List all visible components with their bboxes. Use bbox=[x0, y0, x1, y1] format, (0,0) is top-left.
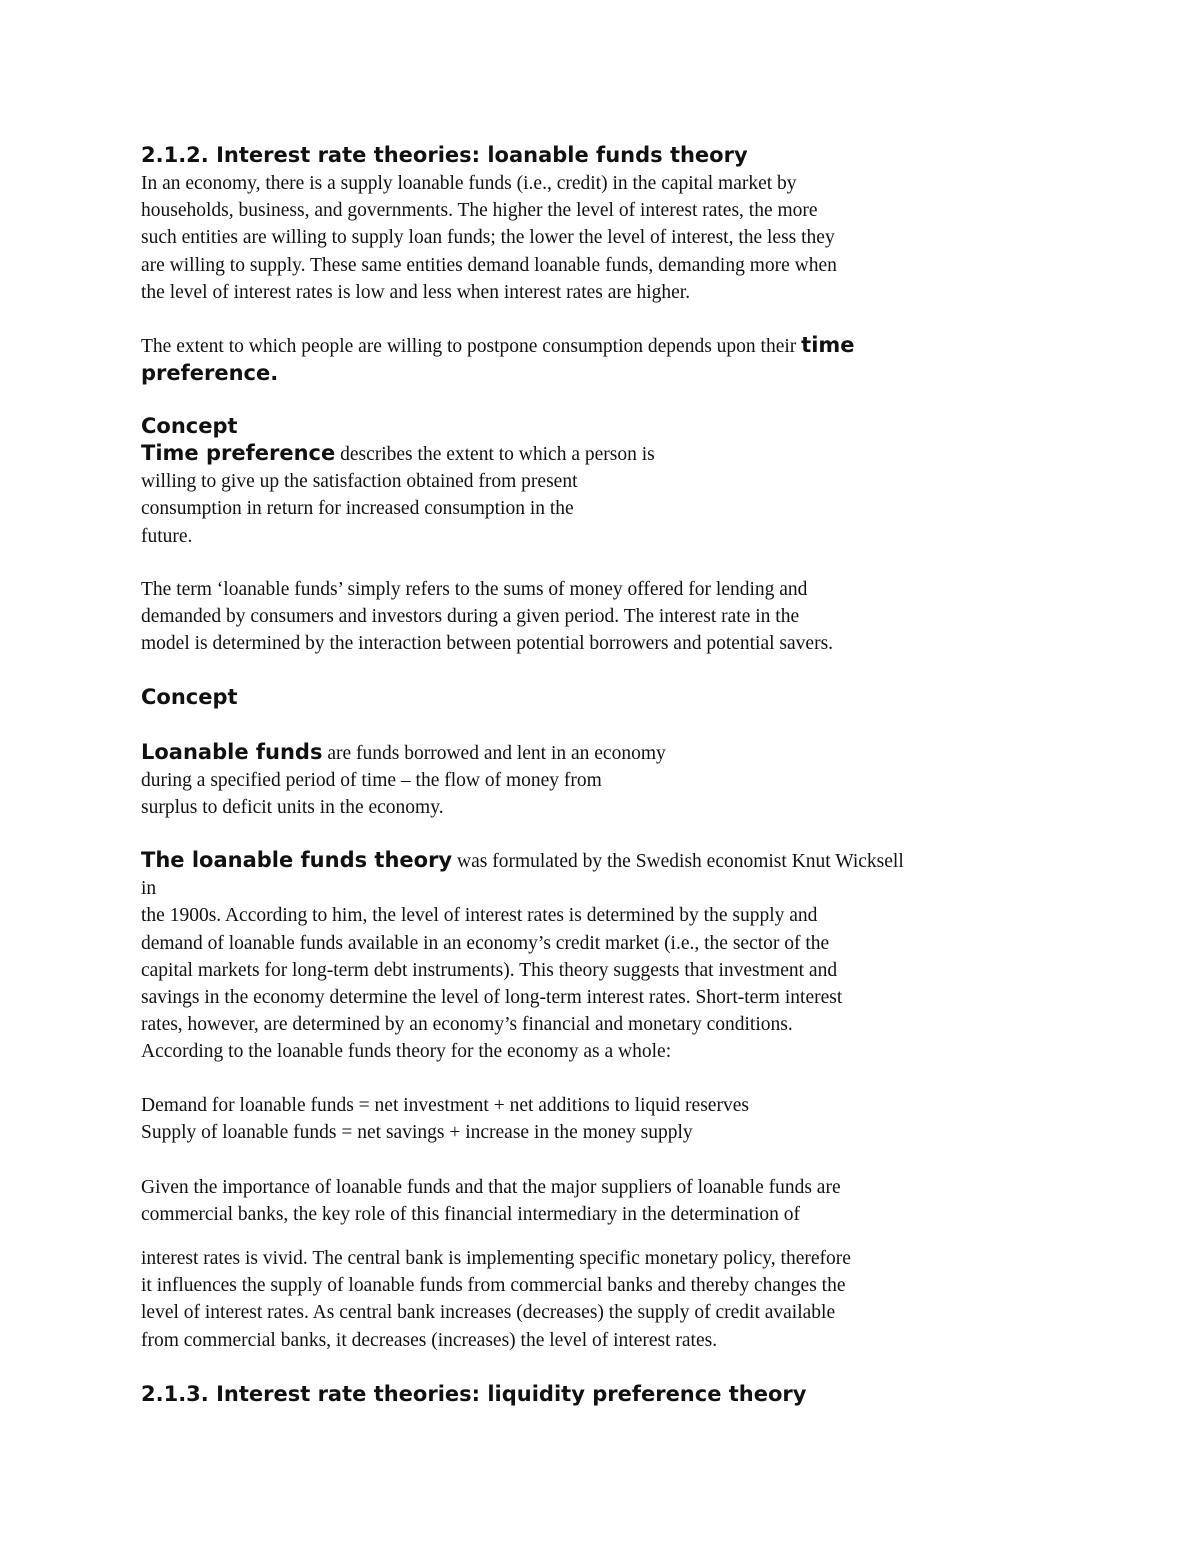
text-line: In an economy, there is a supply loanable funds (i.e., credit) in the capital market by bbox=[141, 173, 797, 194]
loanable-funds-theory-paragraph bbox=[141, 847, 904, 1066]
time-preference-bold-word: time bbox=[801, 333, 855, 357]
time-preference-bold-word: preference. bbox=[141, 361, 279, 386]
concept-time-preference-definition bbox=[141, 440, 655, 550]
importance-paragraph bbox=[141, 1174, 841, 1228]
text-line: future. bbox=[141, 525, 193, 547]
text-line: demand of loanable funds available in an economy’s credit market (i.e., the sector of the bbox=[141, 932, 830, 954]
time-preference-paragraph bbox=[141, 332, 855, 388]
text-line: during a specified period of time – the flow of money from bbox=[141, 770, 602, 792]
text-line: such entities are willing to supply loan funds; the lower the level of interest, the less they bbox=[141, 227, 835, 249]
text-line: level of interest rates. As central bank increases (decreases) the supply of credit available bbox=[141, 1302, 836, 1324]
text-line: interest rates is vivid. The central bank is implementing specific monetary policy, therefore bbox=[141, 1248, 851, 1269]
text-line: Given the importance of loanable funds and that the major suppliers of loanable funds are bbox=[141, 1177, 841, 1198]
defined-term: Loanable funds bbox=[141, 740, 323, 764]
definition-text: describes the extent to which a person is bbox=[335, 444, 655, 465]
supply-equation: Supply of loanable funds = net savings + increase in the money supply bbox=[141, 1122, 693, 1144]
text-line: are willing to supply. These same entities demand loanable funds, demanding more when bbox=[141, 254, 837, 276]
defined-term: Time preference bbox=[141, 441, 336, 465]
definition-text: are funds borrowed and lent in an economy bbox=[322, 743, 666, 764]
text-line: demanded by consumers and investors during a given period. The interest rate in the bbox=[141, 606, 800, 628]
text-line: it influences the supply of loanable funds from commercial banks and thereby changes the bbox=[141, 1275, 846, 1297]
central-bank-paragraph bbox=[141, 1245, 851, 1354]
concept-label: Concept bbox=[141, 414, 238, 438]
loanable-funds-term-paragraph bbox=[141, 576, 833, 658]
intro-paragraph bbox=[141, 170, 837, 306]
concept-loanable-funds-definition bbox=[141, 739, 666, 822]
text-line: consumption in return for increased consumption in the bbox=[141, 498, 574, 520]
text-line: capital markets for long-term debt instruments). This theory suggests that investment and bbox=[141, 959, 838, 981]
text-line: from commercial banks, it decreases (increases) the level of interest rates. bbox=[141, 1329, 718, 1351]
section-heading-2-1-2: 2.1.2. Interest rate theories: loanable funds theory bbox=[141, 143, 748, 167]
section-heading-2-1-3: 2.1.3. Interest rate theories: liquidity preference theory bbox=[141, 1382, 807, 1406]
time-preference-text: The extent to which people are willing to postpone consumption depends upon their bbox=[141, 336, 802, 357]
text-line: The term ‘loanable funds’ simply refers to the sums of money offered for lending and bbox=[141, 579, 808, 600]
text-line: rates, however, are determined by an economy’s financial and monetary conditions. bbox=[141, 1014, 793, 1036]
text-line: surplus to deficit units in the economy. bbox=[141, 797, 444, 819]
text-line: savings in the economy determine the level of long-term interest rates. Short-term interest bbox=[141, 987, 843, 1009]
concept-label: Concept bbox=[141, 685, 238, 709]
text-line: the 1900s. According to him, the level of interest rates is determined by the supply and bbox=[141, 905, 818, 927]
equations-block bbox=[141, 1092, 749, 1146]
text-line: model is determined by the interaction between potential borrowers and potential savers. bbox=[141, 633, 834, 655]
text-line: According to the loanable funds theory for the economy as a whole: bbox=[141, 1041, 672, 1063]
text-line: households, business, and governments. The higher the level of interest rates, the more bbox=[141, 200, 818, 222]
demand-equation: Demand for loanable funds = net investment + net additions to liquid reserves bbox=[141, 1095, 749, 1116]
text-line: the level of interest rates is low and less when interest rates are higher. bbox=[141, 281, 691, 303]
definition-text: was formulated by the Swedish economist Knut Wicksell bbox=[452, 851, 904, 872]
text-line: in bbox=[141, 878, 157, 900]
text-line: commercial banks, the key role of this financial intermediary in the determination of bbox=[141, 1204, 800, 1226]
text-line: willing to give up the satisfaction obtained from present bbox=[141, 471, 578, 493]
defined-term: The loanable funds theory bbox=[141, 848, 453, 872]
